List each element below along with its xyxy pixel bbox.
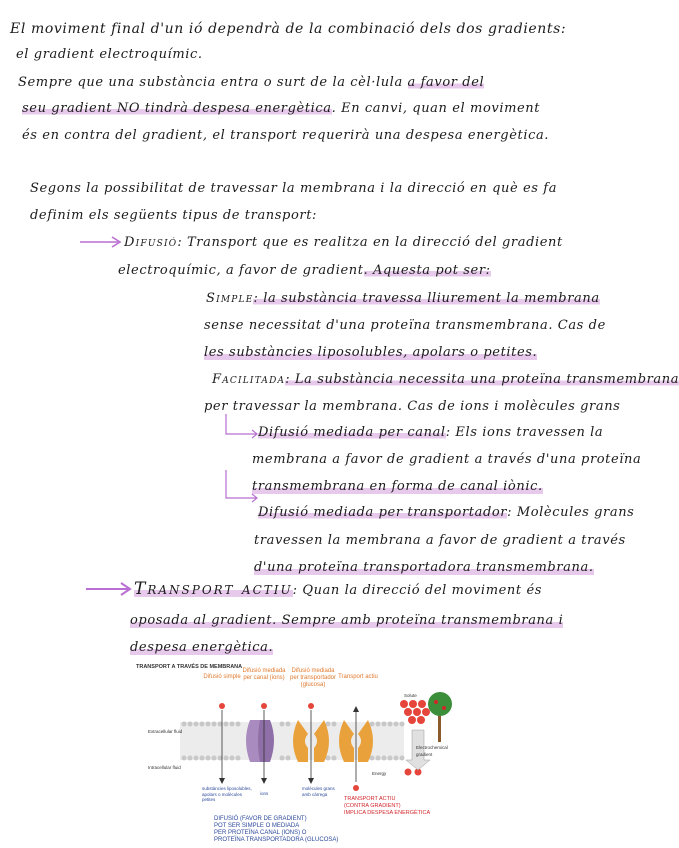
notes-line-7: definim els següents tipus de transport: [30, 208, 318, 223]
arrow-difusio-icon [78, 236, 124, 248]
highlight-a-favor: a favor del [407, 75, 485, 90]
transportador-line-3: d'una proteïna transportadora transmembrana. [254, 560, 594, 575]
actiu-line-1 [134, 580, 542, 600]
particle [308, 703, 314, 709]
col-label-canal: Difusió mediada per canal (ions) [242, 668, 286, 681]
simple-title: Simple [206, 291, 254, 306]
branch-transportador-icon [222, 468, 262, 508]
col-label-simple: Difusió simple [203, 674, 241, 680]
branch-canal-icon [222, 412, 262, 442]
particle [261, 703, 267, 709]
canal-line-1 [258, 424, 603, 442]
label-energy: Energy [372, 771, 387, 776]
caption-actiu-1: TRANSPORT ACTIU [344, 796, 396, 802]
notes-line-2: el gradient electroquímic. [16, 47, 203, 62]
col-label-transportador: Difusió mediada per transportador (glucosa) [289, 668, 337, 688]
caption-bottom-4: PROTEÏNA TRANSPORTADORA (GLUCOSA) [214, 837, 339, 843]
particle [219, 703, 225, 709]
text-fragment: Sempre que una substància entra o surt de la cèl·lula [18, 75, 408, 90]
simple-line-2: sense necessitat d'una proteïna transmembrana. Cas de [204, 318, 606, 333]
difusio-line-1 [124, 234, 563, 252]
text-fragment: : Quan la direcció del moviment és [292, 583, 543, 598]
highlight-sense-despesa: seu gradient NO tindrà despesa energètica [22, 101, 332, 116]
label-intracellular: Intracellular fluid [148, 765, 181, 770]
caption-actiu-2: (CONTRA GRADIENT) [344, 803, 401, 809]
text-fragment: : Molècules grans [507, 505, 635, 520]
label-solute: Solute [404, 693, 417, 698]
difusio-line-2 [118, 262, 491, 280]
facilitada-line-1 [212, 371, 679, 389]
actiu-line-3: despesa energètica. [130, 640, 274, 655]
notes-line-4 [22, 100, 540, 118]
text-fragment: electroquímic, a favor de gradient [118, 263, 364, 278]
caption-bottom-2: POT SER SIMPLE O MEDIADA [214, 823, 300, 829]
canal-protein [258, 720, 274, 762]
canal-line-3: transmembrana en forma de canal iònic. [252, 479, 543, 494]
text-fragment: : Els ions travessen la [445, 425, 604, 440]
label-gradient: Electrochemical gradient [416, 745, 448, 757]
transportador-line-1 [258, 504, 634, 522]
arrow-actiu-icon [84, 582, 134, 596]
caption-glucosa: molècules grans amb càrrega [302, 786, 335, 797]
actiu-title: Transport actiu [134, 579, 293, 599]
canal-line-2: membrana a favor de gradient a través d'una proteïna [252, 452, 642, 467]
transportador-line-2: travessen la membrana a favor de gradient a través [254, 533, 626, 548]
caption-bottom-3: PER PROTEÏNA CANAL (IONS) O [214, 830, 307, 836]
label-extracellular: Extracellular fluid [148, 729, 183, 734]
actiu-line-2: oposada al gradient. Sempre amb proteïna transmembrana i [130, 613, 564, 628]
text-fragment: : Transport que es realitza en la direcció del gradient [177, 235, 563, 250]
highlight-simple: : la substància travessa lliurement la membrana [253, 291, 600, 306]
facilitada-title: Facilitada [212, 372, 286, 387]
text-fragment: . En canvi, quan el moviment [331, 101, 541, 116]
particle [353, 785, 359, 791]
caption-bottom-1: DIFUSIÓ (FAVOR DE GRADIENT) [214, 816, 307, 822]
tree-trunk [438, 714, 441, 742]
caption-actiu-3: IMPLICA DESPESA ENERGÈTICA [344, 810, 431, 816]
difusio-title: Difusió [124, 235, 178, 250]
tree-canopy [428, 692, 452, 716]
simple-line-3: les substàncies liposolubles, apolars o petites. [204, 345, 538, 360]
notes-line-6: Segons la possibilitat de travessar la membrana i la direcció en què es fa [30, 181, 558, 196]
notes-line-1: El moviment final d'un ió dependrà de la combinació dels dos gradients: [10, 21, 567, 37]
canal-title: Difusió mediada per canal [258, 425, 446, 440]
notes-line-3 [18, 74, 484, 92]
notes-line-5: és en contra del gradient, el transport requerirà una despesa energètica. [22, 128, 550, 143]
col-label-actiu: Transport actiu [338, 674, 378, 680]
highlight-facilitada: : La substància necessita una proteïna transmembrana [285, 372, 679, 387]
transportador-title: Difusió mediada per transportador [258, 505, 508, 520]
highlight-favor-gradient: . Aquesta pot ser: [363, 263, 491, 278]
facilitada-line-2: per travessar la membrana. Cas de ions i molècules grans [204, 399, 621, 414]
caption-simple: substàncies liposolubles, apolars o molècules petites [202, 786, 252, 802]
simple-line-1 [206, 290, 600, 308]
caption-ions: ions [260, 791, 269, 796]
transport-figure [132, 660, 452, 848]
figure-title: TRANSPORT A TRAVÉS DE MEMBRANA [136, 664, 243, 670]
